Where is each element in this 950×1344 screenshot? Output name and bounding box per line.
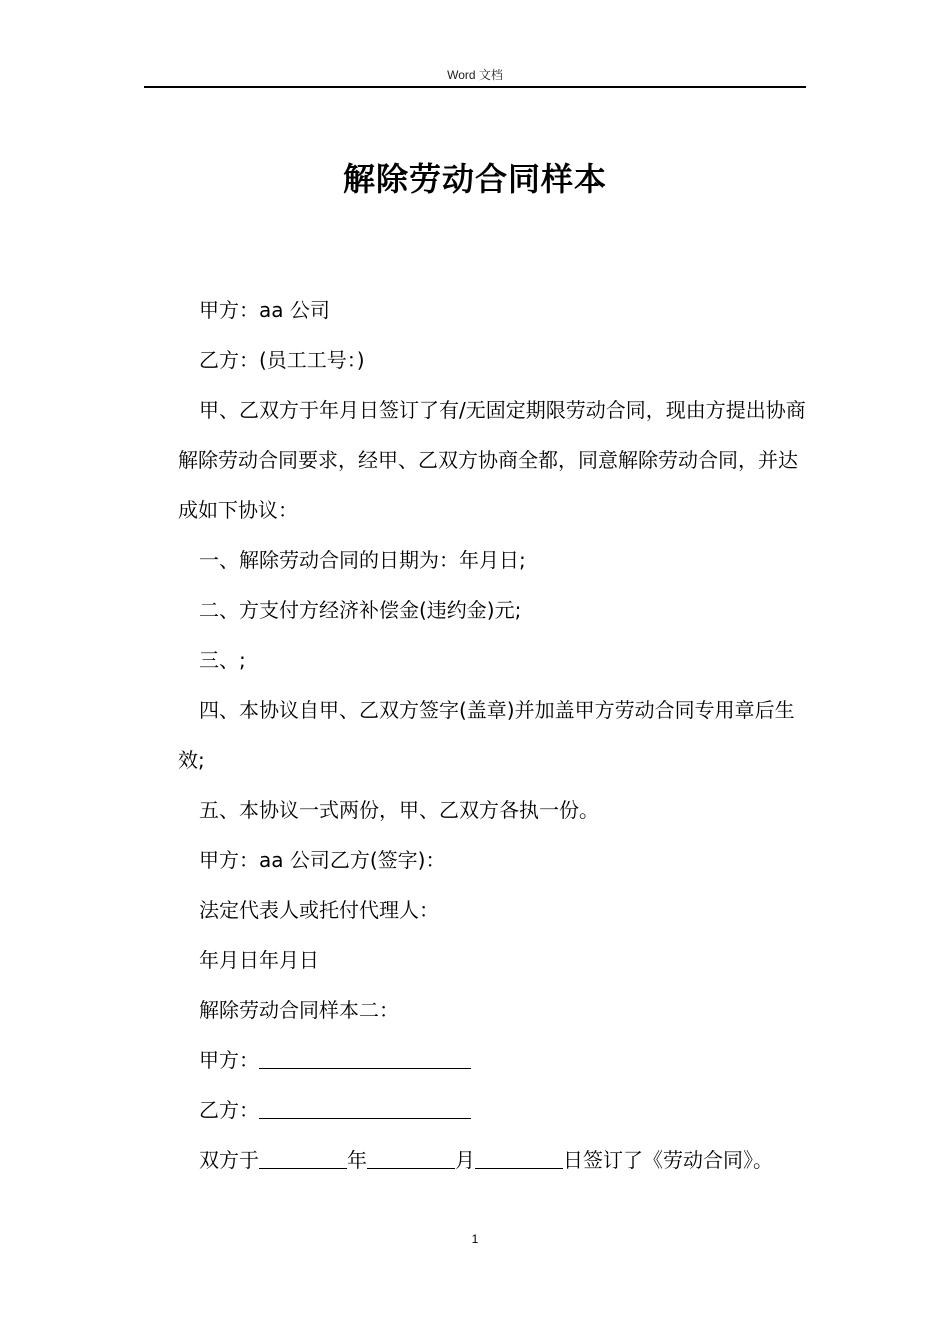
- paragraph-dates: 年月日年月日: [199, 948, 319, 972]
- header-divider: [144, 86, 806, 88]
- form-signed-date-line: [178, 1135, 808, 1185]
- paragraph-party-a: 甲方：aa 公司: [199, 298, 330, 322]
- day-blank[interactable]: [475, 1146, 563, 1169]
- form-party-b-line: [178, 1085, 808, 1135]
- month-blank[interactable]: [367, 1146, 455, 1169]
- party-a-blank[interactable]: [259, 1046, 471, 1069]
- paragraph-clause-5: 五、本协议一式两份，甲、乙双方各执一份。: [199, 798, 599, 822]
- paragraph-clause-3: 三、;: [199, 648, 246, 672]
- form-party-a-line: [178, 1035, 808, 1085]
- page-header: Word 文档: [447, 68, 503, 82]
- page-number: 1: [471, 1232, 479, 1246]
- paragraph-clause-2: 二、方支付方经济补偿金(违约金)元;: [199, 598, 522, 622]
- document-title: 解除劳动合同样本: [342, 160, 607, 198]
- year-label: 年: [347, 1148, 367, 1172]
- paragraph-party-b: 乙方：(员工工号：): [199, 348, 365, 372]
- month-label: 月: [455, 1148, 475, 1172]
- paragraph-intro: 甲、乙双方于年月日签订了有/无固定期限劳动合同，现由方提出协商解除劳动合同要求，经甲、乙双方协商全都，同意解除劳动合同，并达成如下协议：: [178, 398, 806, 522]
- document-body: [178, 285, 808, 1185]
- paragraph-signature-parties: 甲方：aa 公司乙方(签字)：: [199, 848, 446, 872]
- signed-suffix: 日签订了《劳动合同》。: [563, 1148, 773, 1172]
- year-blank[interactable]: [259, 1146, 347, 1169]
- paragraph-clause-4: 四、本协议自甲、乙双方签字(盖章)并加盖甲方劳动合同专用章后生效;: [178, 698, 795, 772]
- party-b-blank[interactable]: [259, 1096, 471, 1119]
- signed-prefix: 双方于: [199, 1148, 259, 1172]
- paragraph-clause-1: 一、解除劳动合同的日期为：年月日;: [199, 548, 526, 572]
- form-party-a-label: 甲方：: [199, 1048, 259, 1072]
- paragraph-sample-two-heading: 解除劳动合同样本二：: [199, 998, 399, 1022]
- form-party-b-label: 乙方：: [199, 1098, 259, 1122]
- paragraph-legal-rep: 法定代表人或托付代理人：: [199, 898, 439, 922]
